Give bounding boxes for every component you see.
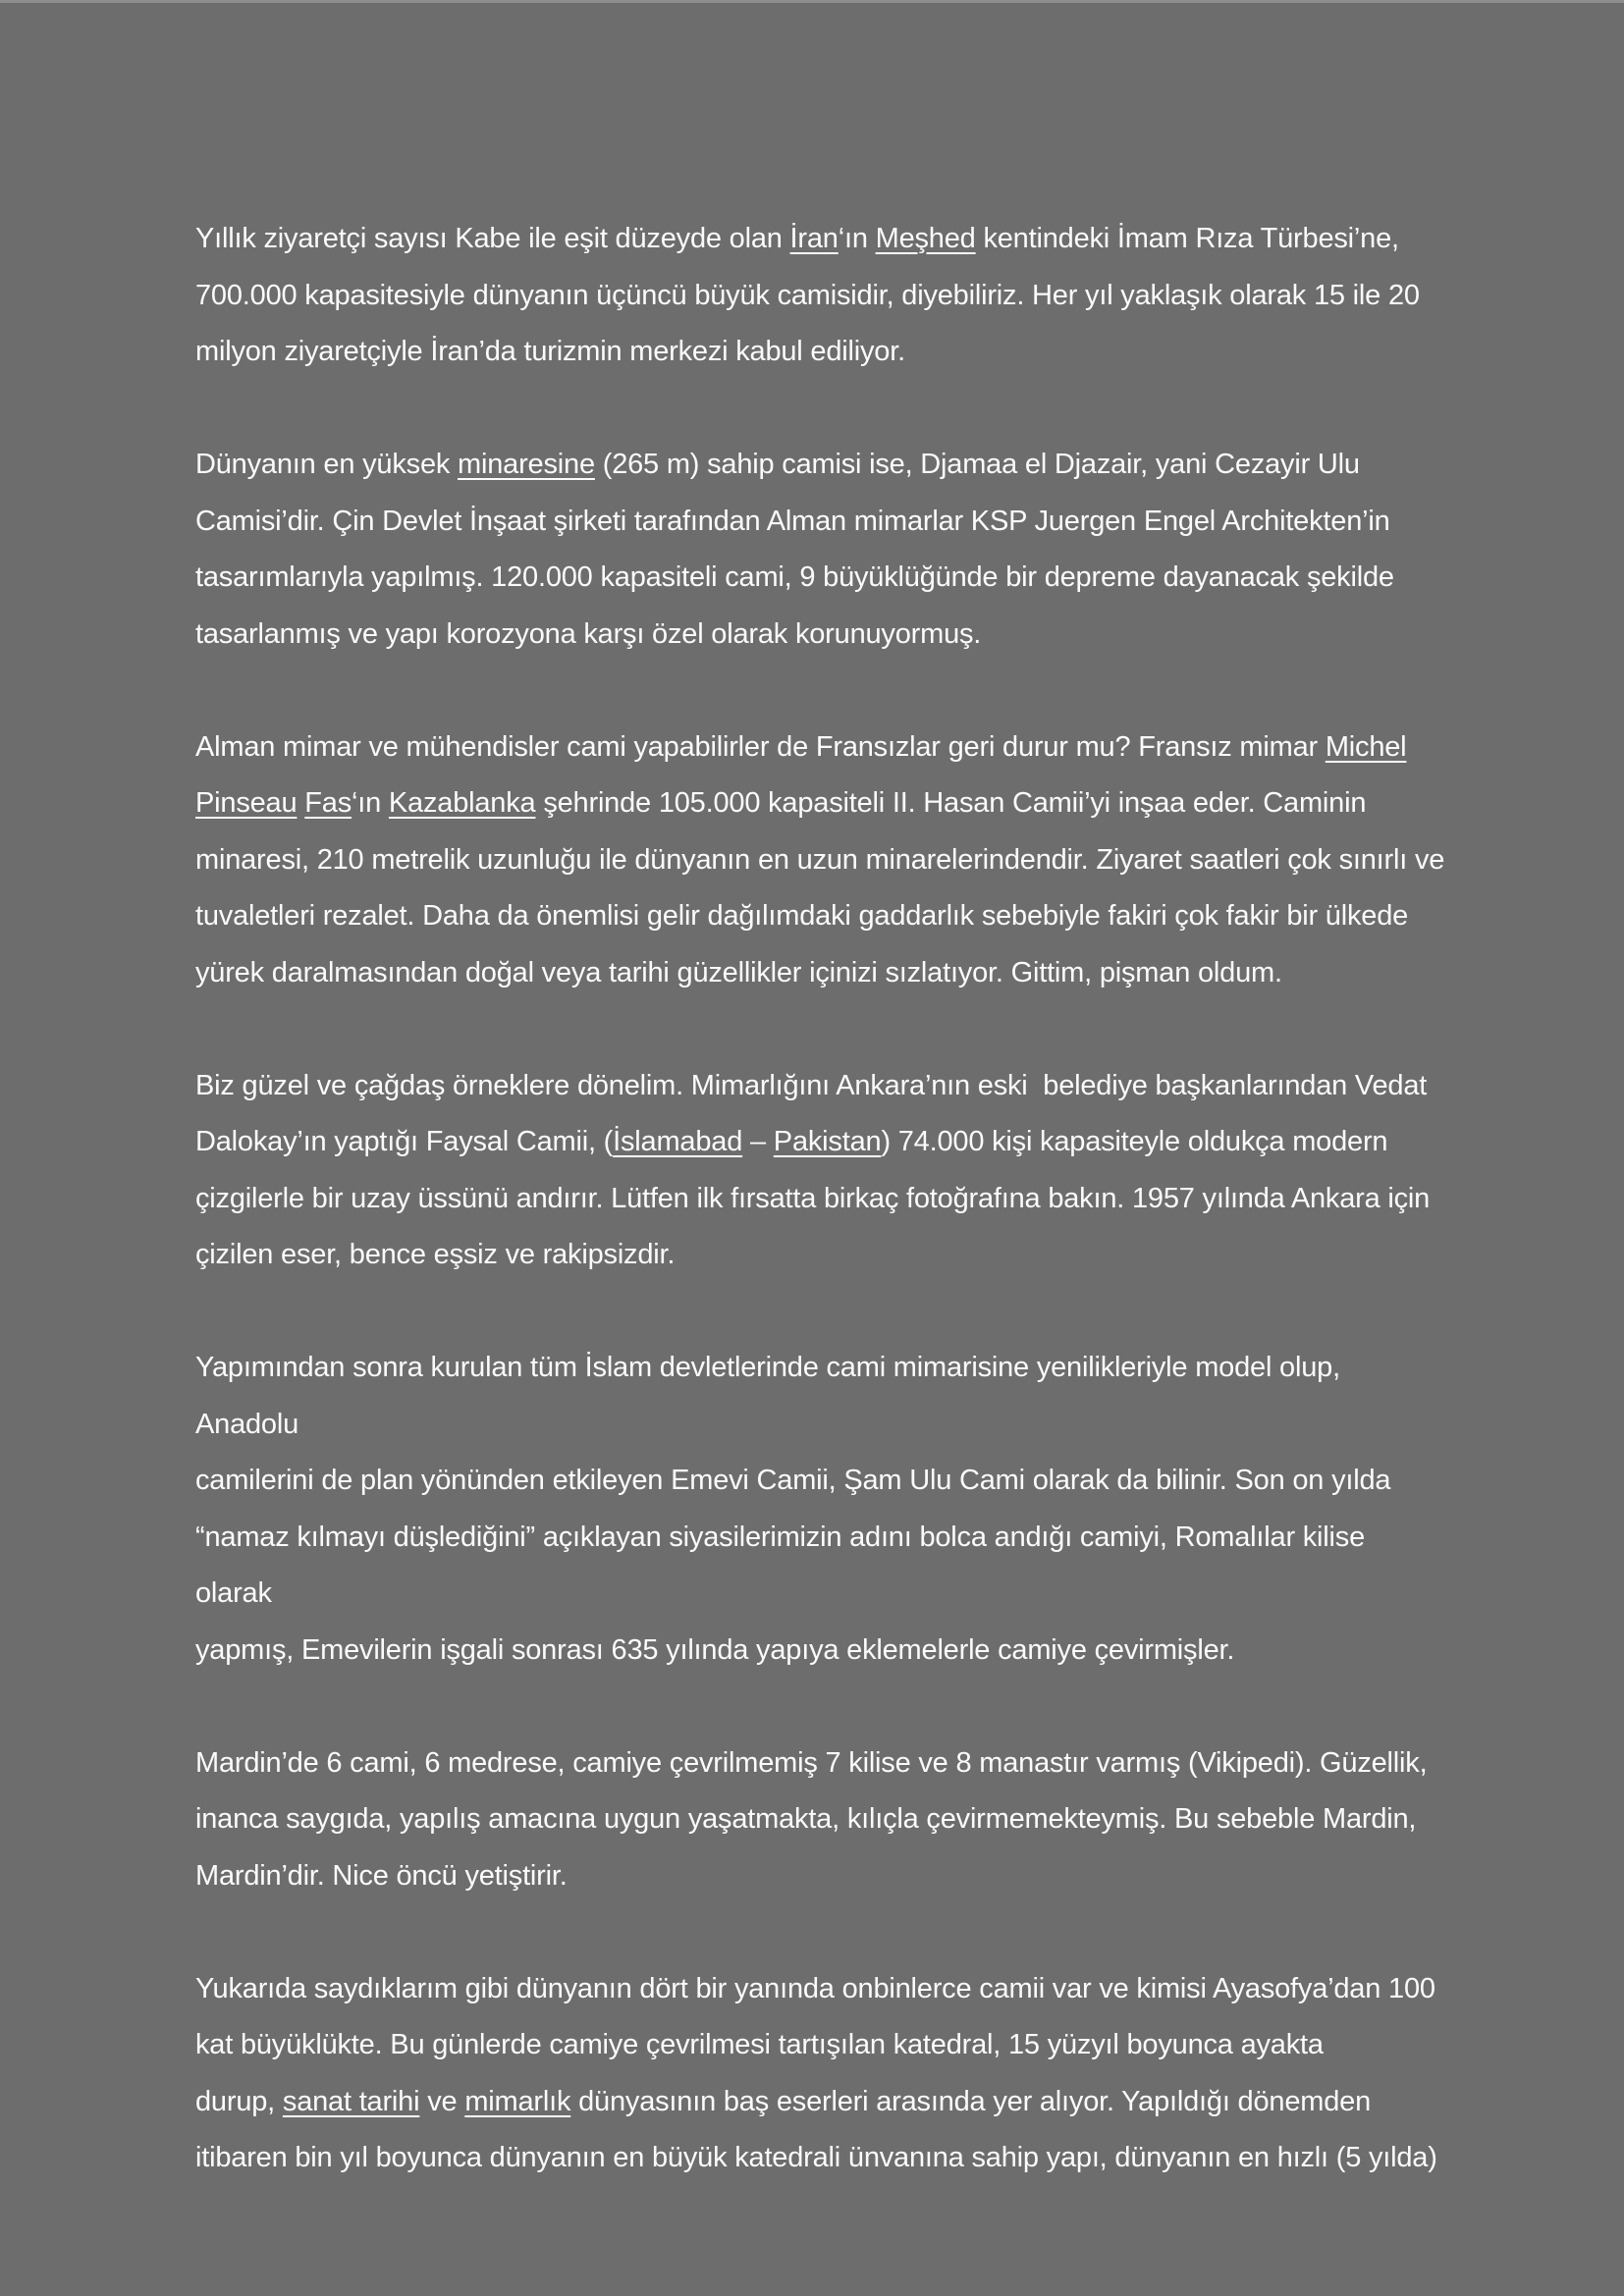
text-line <box>195 268 1447 325</box>
text-line <box>195 1510 1447 1623</box>
inline-link[interactable]: Pakistan <box>773 1126 882 1157</box>
text-run: milyon ziyaretçiyle İran’da turizmin merkezi kabul ediliyor. <box>195 336 905 367</box>
text-line <box>195 775 1447 832</box>
inline-link[interactable]: Kazablanka <box>388 787 536 819</box>
inline-link[interactable]: sanat tarihi <box>282 2085 420 2117</box>
text-line <box>195 324 1447 381</box>
text-line <box>195 2074 1447 2131</box>
text-line <box>195 2017 1447 2074</box>
text-run: dünyasının baş eserleri arasında yer alıyor. Yapıldığı dönemden <box>570 2085 1372 2117</box>
text-run: tasarlanmış ve yapı korozyona karşı özel olarak korunuyormuş. <box>195 617 982 650</box>
text-line <box>195 1791 1447 1848</box>
text-run: tuvaletleri rezalet. Daha da önemlisi gelir dağılımdaki gaddarlık sebebiyle fakiri çok fakir bir ülkede <box>195 900 1409 932</box>
text-run: Yukarıda saydıklarım gibi dünyanın dört bir yanında onbinlerce camii var ve kimisi Ayasofya’dan 100 <box>195 1972 1435 2004</box>
text-line <box>195 1171 1447 1228</box>
text-line <box>195 945 1447 1002</box>
paragraph-3 <box>195 720 1447 1002</box>
text-line <box>195 720 1447 776</box>
paragraph-6 <box>195 1735 1447 1905</box>
text-line <box>195 1961 1447 2018</box>
text-run: ‘ın <box>352 787 389 819</box>
text-line <box>195 1623 1447 1680</box>
text-line <box>195 1227 1447 1284</box>
text-line <box>195 1848 1447 1905</box>
text-line <box>195 1058 1447 1115</box>
text-run: Camisi’dir. Çin Devlet İnşaat şirketi tarafından Alman mimarlar KSP Juergen Engel Architekten’in <box>195 505 1390 537</box>
inline-link[interactable]: İslamabad <box>613 1126 743 1157</box>
paragraph-4 <box>195 1058 1447 1284</box>
top-edge-highlight <box>0 0 1624 3</box>
text-run: (265 m) sahip camisi ise, Djamaa el Djazair, yani Cezayir Ulu <box>594 449 1360 480</box>
paragraph-5 <box>195 1340 1447 1679</box>
text-run: yürek daralmasından doğal veya tarihi güzellikler içinizi sızlatıyor. Gittim, pişman oldum. <box>195 956 1282 988</box>
text-run: camilerini de plan yönünden etkileyen Emevi Camii, Şam Ulu Cami olarak da bilinir. Son on yılda <box>195 1465 1391 1496</box>
text-run: “namaz kılmayı düşlediğini” açıklayan siyasilerimizin adını bolca andığı camiyi, Romalılar kilise olarak <box>195 1521 1373 1609</box>
text-line <box>195 550 1447 607</box>
text-run: kentindeki İmam Rıza Türbesi’ne, <box>975 223 1399 254</box>
text-run: ve <box>419 2085 465 2117</box>
text-run: minaresi, 210 metrelik uzunluğu ile dünyanın en uzun minarelerindendir. Ziyaret saatleri çok sınırlı ve <box>195 843 1445 876</box>
text-run: Alman mimar ve mühendisler cami yapabilirler de Fransızlar geri durur mu? Fransız mimar <box>195 730 1326 763</box>
paragraph-1 <box>195 211 1447 381</box>
text-line <box>195 1340 1447 1453</box>
inline-link[interactable]: mimarlık <box>464 2085 571 2117</box>
text-run: Yıllık ziyaretçi sayısı Kabe ile eşit düzeyde olan <box>195 223 790 254</box>
text-line <box>195 2130 1447 2187</box>
text-run: şehrinde 105.000 kapasiteli II. Hasan Camii’yi inşaa eder. Caminin <box>535 787 1367 819</box>
paragraph-2 <box>195 437 1447 663</box>
text-run: Yapımından sonra kurulan tüm İslam devletlerinde cami mimarisine yenilikleriyle model olup, Anadolu <box>195 1352 1347 1440</box>
text-run: Mardin’dir. Nice öncü yetiştirir. <box>195 1859 568 1892</box>
inline-link[interactable]: Fas <box>304 787 352 819</box>
inline-link[interactable]: minaresine <box>458 449 595 480</box>
text-run: Mardin’de 6 cami, 6 medrese, camiye çevrilmemiş 7 kilise ve 8 manastır varmış (Vikipedi). Güzellik, <box>195 1746 1428 1779</box>
text-run: durup, <box>195 2085 283 2117</box>
text-line <box>195 1114 1447 1171</box>
inline-link[interactable]: İran <box>789 223 839 254</box>
text-run: Dünyanın en yüksek <box>195 449 459 480</box>
text-run: Dalokay’ın yaptığı Faysal Camii, ( <box>195 1126 614 1157</box>
text-run: 700.000 kapasitesiyle dünyanın üçüncü büyük camisidir, diyebiliriz. Her yıl yaklaşık olarak 15 ile 20 <box>195 279 1420 311</box>
paragraph-7 <box>195 1961 1447 2187</box>
text-line <box>195 494 1447 551</box>
text-run: inanca saygıda, yapılış amacına uygun yaşatmakta, kılıçla çevirmemekteymiş. Bu sebeble Mardin, <box>195 1803 1417 1835</box>
inline-link[interactable]: Meşhed <box>875 223 976 254</box>
text-run: ) 74.000 kişi kapasiteyle oldukça modern <box>881 1126 1388 1157</box>
text-line <box>195 832 1447 889</box>
text-line <box>195 607 1447 664</box>
text-run: Biz güzel ve çağdaş örneklere dönelim. Mimarlığını Ankara’nın eski belediye başkanlarından Vedat <box>195 1069 1428 1101</box>
text-line <box>195 437 1447 494</box>
text-run: çizilen eser, bence eşsiz ve rakipsizdir. <box>195 1239 676 1270</box>
text-line <box>195 211 1447 268</box>
text-line <box>195 1453 1447 1510</box>
text-run: itibaren bin yıl boyunca dünyanın en büyük katedrali ünvanına sahip yapı, dünyanın en hızlı (5 yılda) <box>195 2142 1437 2173</box>
inline-link[interactable]: Pinseau <box>195 787 298 819</box>
text-run: çizgilerle bir uzay üssünü andırır. Lütfen ilk fırsatta birkaç fotoğrafına bakın. 1957 yılında Ankara için <box>195 1182 1431 1214</box>
text-run: – <box>742 1126 774 1157</box>
text-run: tasarımlarıyla yapılmış. 120.000 kapasiteli cami, 9 büyüklüğünde bir depreme dayanacak şekilde <box>195 561 1394 593</box>
inline-link[interactable]: Michel <box>1325 730 1407 763</box>
text-line <box>195 1735 1447 1792</box>
text-run: yapmış, Emevilerin işgali sonrası 635 yılında yapıya eklemelerle camiye çevirmişler. <box>195 1633 1235 1666</box>
text-run: kat büyüklükte. Bu günlerde camiye çevrilmesi tartışılan katedral, 15 yüzyıl boyunca ayakta <box>195 2029 1324 2060</box>
text-run: ‘ın <box>838 223 876 254</box>
text-line <box>195 888 1447 945</box>
